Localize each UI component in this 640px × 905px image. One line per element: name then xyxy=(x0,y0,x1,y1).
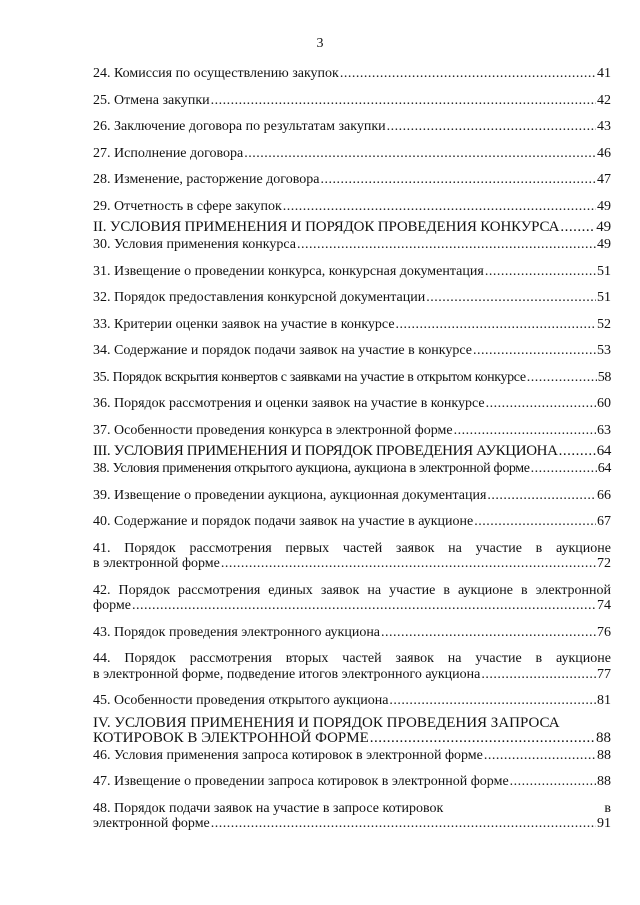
toc-entry-32[interactable] xyxy=(93,290,611,306)
dot-leader xyxy=(340,66,596,82)
toc-entry-page: 74 xyxy=(597,598,611,613)
toc-entry-36[interactable] xyxy=(93,396,611,412)
toc-section-title: IV. УСЛОВИЯ ПРИМЕНЕНИЯ И ПОРЯДОК ПРОВЕДЕНИЯ ЗАПРОСА xyxy=(93,714,560,731)
toc-entry-38[interactable] xyxy=(93,461,611,477)
toc-entry-28[interactable] xyxy=(93,172,611,188)
toc-section-2[interactable] xyxy=(93,220,611,235)
toc-entry-34[interactable] xyxy=(93,343,611,359)
toc-entry-page: 88 xyxy=(597,747,611,763)
toc-entry-title-cont: форме xyxy=(93,598,131,613)
dot-leader xyxy=(487,488,596,504)
toc-entry-title: 38. Условия применения открытого аукциона, аукциона в электронной форме xyxy=(93,461,530,476)
toc-entry-title: 26. Заключение договора по результатам закупки xyxy=(93,119,386,134)
toc-entry-29[interactable] xyxy=(93,199,611,215)
toc-section-4[interactable] xyxy=(93,716,611,746)
toc-entry-title: 44. Порядок рассмотрения вторых частей заявок на участие в аукционе xyxy=(93,651,611,666)
toc-entry-44[interactable] xyxy=(93,651,611,682)
dot-leader xyxy=(370,731,595,746)
toc-entry-title: 29. Отчетность в сфере закупок xyxy=(93,198,282,214)
toc-entry-title-cont: в электронной форме, подведение итогов электронного аукциона xyxy=(93,666,481,682)
dot-leader xyxy=(211,816,596,832)
dot-leader xyxy=(454,423,596,439)
toc-entry-title: 27. Исполнение договора xyxy=(93,145,244,161)
toc-entry-title: 37. Особенности проведения конкурса в электронной форме xyxy=(93,422,453,438)
dot-leader xyxy=(381,625,596,641)
toc-entry-title: 28. Изменение, расторжение договора xyxy=(93,172,320,187)
dot-leader xyxy=(559,444,596,459)
toc-entry-43[interactable] xyxy=(93,625,611,641)
toc-entry-title: 33. Критерии оценки заявок на участие в конкурсе xyxy=(93,316,395,332)
toc-entry-page: 91 xyxy=(597,816,611,831)
toc-entry-page: 64 xyxy=(597,461,611,476)
toc-entry-title: 46. Условия применения запроса котировок в электронной форме xyxy=(93,747,483,763)
dot-leader xyxy=(221,556,596,572)
dot-leader xyxy=(297,237,596,253)
toc-entry-25[interactable] xyxy=(93,93,611,109)
toc-entry-title: 45. Особенности проведения открытого аукциона xyxy=(93,693,389,708)
toc-entry-42[interactable] xyxy=(93,583,611,614)
toc-entry-40[interactable] xyxy=(93,514,611,530)
dot-leader xyxy=(560,220,595,235)
toc-entry-47[interactable] xyxy=(93,774,611,790)
toc-section-title-cont: КОТИРОВОК В ЭЛЕКТРОННОЙ ФОРМЕ xyxy=(93,729,369,746)
toc-entry-page: 88 xyxy=(597,774,611,789)
toc-entry-title-cont: в электронной форме xyxy=(93,556,220,571)
toc-entry-title: 40. Содержание и порядок подачи заявок на участие в аукционе xyxy=(93,514,474,529)
toc-entry-page: 88 xyxy=(596,729,611,746)
dot-leader xyxy=(320,172,596,188)
dot-leader xyxy=(244,146,596,162)
toc-entry-page: 81 xyxy=(597,693,611,708)
toc-entry-page: 53 xyxy=(597,343,611,358)
toc-entry-page: 46 xyxy=(597,145,611,161)
toc-entry-page: 64 xyxy=(596,443,611,459)
toc-entry-39[interactable] xyxy=(93,488,611,504)
toc-entry-page: 49 xyxy=(596,219,611,235)
toc-entry-title: 24. Комиссия по осуществлению закупок xyxy=(93,66,339,81)
toc-entry-31[interactable] xyxy=(93,264,611,280)
toc-entry-title: 47. Извещение о проведении запроса котировок в электронной форме xyxy=(93,774,509,789)
toc-entry-title: 43. Порядок проведения электронного аукциона xyxy=(93,624,381,640)
toc-entry-page: 52 xyxy=(597,316,611,332)
toc-entry-title: 25. Отмена закупки xyxy=(93,92,210,108)
toc-entry-page: 66 xyxy=(597,487,611,503)
dot-leader xyxy=(473,343,596,359)
toc-entry-45[interactable] xyxy=(93,693,611,709)
toc-entry-title: 42. Порядок рассмотрения единых заявок на участие в аукционе в электронной xyxy=(93,582,611,598)
toc-entry-page: 63 xyxy=(597,422,611,438)
toc-entry-title: 48. Порядок подачи заявок на участие в запросе котировок xyxy=(93,800,444,816)
toc-entry-page: 60 xyxy=(597,396,611,411)
dot-leader xyxy=(527,370,597,386)
dot-leader xyxy=(132,598,596,614)
toc-entry-30[interactable] xyxy=(93,237,611,253)
dot-leader xyxy=(474,514,596,530)
toc-entry-48[interactable] xyxy=(93,801,611,832)
toc-entry-title: 31. Извещение о проведении конкурса, конкурсная документация xyxy=(93,263,484,279)
toc-entry-title: 32. Порядок предоставления конкурсной документации xyxy=(93,290,426,305)
dot-leader xyxy=(481,667,596,683)
toc-entry-title: 39. Извещение о проведении аукциона, аукционная документация xyxy=(93,487,487,503)
toc-entry-title: 30. Условия применения конкурса xyxy=(93,237,296,252)
toc-entry-title: 41. Порядок рассмотрения первых частей заявок на участие в аукционе xyxy=(93,540,611,556)
toc-entry-page: 41 xyxy=(597,66,611,81)
dot-leader xyxy=(387,119,596,135)
toc-section-3[interactable] xyxy=(93,444,611,459)
dot-leader xyxy=(389,693,596,709)
toc-entry-page: 58 xyxy=(597,369,611,385)
dot-leader xyxy=(283,199,596,215)
dot-leader xyxy=(484,748,596,764)
dot-leader xyxy=(426,290,596,306)
toc-entry-title: 36. Порядок рассмотрения и оценки заявок на участие в конкурсе xyxy=(93,396,485,411)
dot-leader xyxy=(396,317,596,333)
toc-section-title: II. УСЛОВИЯ ПРИМЕНЕНИЯ И ПОРЯДОК ПРОВЕДЕНИЯ КОНКУРСА xyxy=(93,219,560,235)
toc-entry-26[interactable] xyxy=(93,119,611,135)
toc-entry-page: 43 xyxy=(597,119,611,134)
toc-entry-page: 51 xyxy=(597,263,611,279)
table-of-contents xyxy=(93,66,611,832)
toc-entry-page: 51 xyxy=(597,290,611,305)
toc-entry-title-word: в xyxy=(604,800,611,816)
toc-entry-page: 67 xyxy=(597,514,611,529)
toc-entry-page: 77 xyxy=(597,666,611,682)
toc-section-title: III. УСЛОВИЯ ПРИМЕНЕНИЯ И ПОРЯДОК ПРОВЕДЕНИЯ АУКЦИОНА xyxy=(93,443,558,459)
toc-entry-41[interactable] xyxy=(93,541,611,572)
toc-entry-27[interactable] xyxy=(93,146,611,162)
toc-entry-37[interactable] xyxy=(93,423,611,439)
toc-entry-page: 42 xyxy=(597,92,611,108)
toc-entry-page: 49 xyxy=(597,237,611,252)
toc-entry-24[interactable] xyxy=(93,66,611,82)
dot-leader xyxy=(486,396,596,412)
dot-leader xyxy=(485,264,596,280)
toc-entry-35[interactable] xyxy=(93,370,611,386)
dot-leader xyxy=(211,93,596,109)
toc-entry-33[interactable] xyxy=(93,317,611,333)
dot-leader xyxy=(531,461,597,477)
toc-entry-page: 47 xyxy=(597,172,611,187)
toc-entry-page: 76 xyxy=(597,624,611,640)
toc-entry-title: 34. Содержание и порядок подачи заявок на участие в конкурсе xyxy=(93,343,472,358)
toc-entry-page: 49 xyxy=(597,198,611,214)
page-number: 3 xyxy=(316,36,324,51)
toc-entry-46[interactable] xyxy=(93,748,611,764)
toc-entry-page: 72 xyxy=(597,556,611,571)
dot-leader xyxy=(510,774,596,790)
toc-entry-title: 35. Порядок вскрытия конвертов с заявками на участие в открытом конкурсе xyxy=(93,369,526,385)
toc-entry-title-cont: электронной форме xyxy=(93,816,210,831)
